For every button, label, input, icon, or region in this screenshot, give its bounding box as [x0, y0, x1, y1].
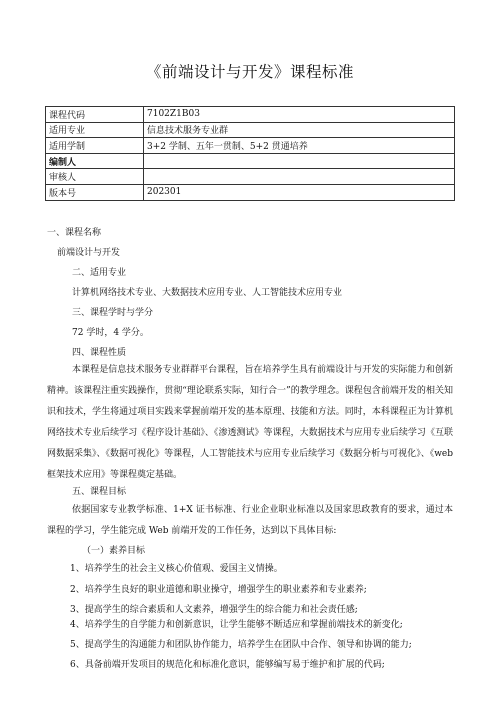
- table-cell-label: 课程代码: [46, 107, 144, 123]
- table-cell-value: [144, 153, 455, 169]
- goals-paragraph: 依据国家专业教学标准、1+X 证书标准、行业企业职业标准以及国家思政教育的要求，通过本课程的学习，学生能完成 Web 前端开发的工作任务，达到以下具体目标:: [47, 505, 453, 536]
- table-row: [46, 169, 455, 185]
- section-heading-course-name: 一、课程名称: [47, 228, 102, 238]
- table-row: [46, 138, 455, 154]
- section-heading-nature: 四、课程性质: [72, 348, 127, 358]
- table-cell-value: 202301: [144, 184, 455, 200]
- section-heading-goals: 五、课程目标: [72, 487, 127, 497]
- table-row: [46, 153, 455, 169]
- list-item: 6、具备前端开发项目的规范化和标准化意识，能够编写易于维护和扩展的代码;: [70, 660, 385, 670]
- table-cell-label: 版本号: [46, 184, 144, 200]
- nature-paragraph: 本课程是信息技术服务专业群群平台课程，旨在培养学生具有前端设计与开发的实际能力和创新精神。该课程注重实践操作，贯彻“理论联系实际，知行合一”的教学理念。课程包含前端开发的相关知识和技术，学生将通过项目实践来掌握前端开发的基本原理、技能和方法。同时，本科课程正为计算机网络技术专业后续学习《程序设计基础》、《渗透测试》等课程，大数据技术与应用专业后续学习《互联网数据采集》、《数据可视化》等课程，人工智能技术与应用专业后续学习《数据分析与可视化》、《web 框架技术应用》等课程奠定基础。: [47, 365, 453, 480]
- table-cell-label: 适用学制: [46, 138, 144, 154]
- list-item: 1、培养学生的社会主义核心价值观、爱国主义情操。: [70, 564, 283, 574]
- subsection-heading-literacy: （一）素养目标: [82, 546, 146, 556]
- table-cell-value: 3+2 学制、五年一贯制、5+2 贯通培养: [144, 138, 455, 154]
- table-row: [46, 107, 455, 123]
- table-row: [46, 122, 455, 138]
- list-item: 3、提高学生的综合素质和人文素养，增强学生的综合能力和社会责任感;: [70, 605, 358, 615]
- course-info-table: [45, 106, 455, 201]
- hours-text: 72 学时，4 学分。: [72, 328, 149, 338]
- course-name-text: 前端设计与开发: [57, 248, 121, 258]
- list-item: 5、提高学生的沟通能力和团队协作能力，培养学生在团队中合作、领导和协调的能力;: [70, 640, 412, 650]
- table-row: [46, 184, 455, 200]
- page-title: 《前端设计与开发》课程标准: [145, 63, 354, 81]
- section-heading-majors: 二、适用专业: [72, 268, 127, 278]
- table-cell-label: 适用专业: [46, 122, 144, 138]
- section-heading-hours: 三、课程学时与学分: [72, 308, 154, 318]
- table-cell-label: 审核人: [46, 169, 144, 185]
- table-cell-value: 7102Z1B03: [144, 107, 455, 123]
- list-item: 4、培养学生的自学能力和创新意识，让学生能够不断适应和掌握前端技术的新变化;: [70, 620, 403, 630]
- table-cell-value: [144, 169, 455, 185]
- table-cell-value: 信息技术服务专业群: [144, 122, 455, 138]
- table-cell-label: 编制人: [46, 153, 144, 169]
- list-item: 2、培养学生良好的职业道德和职业操守，增强学生的职业素养和专业素养;: [70, 585, 367, 595]
- majors-text: 计算机网络技术专业、大数据技术应用专业、人工智能技术应用专业: [72, 288, 343, 298]
